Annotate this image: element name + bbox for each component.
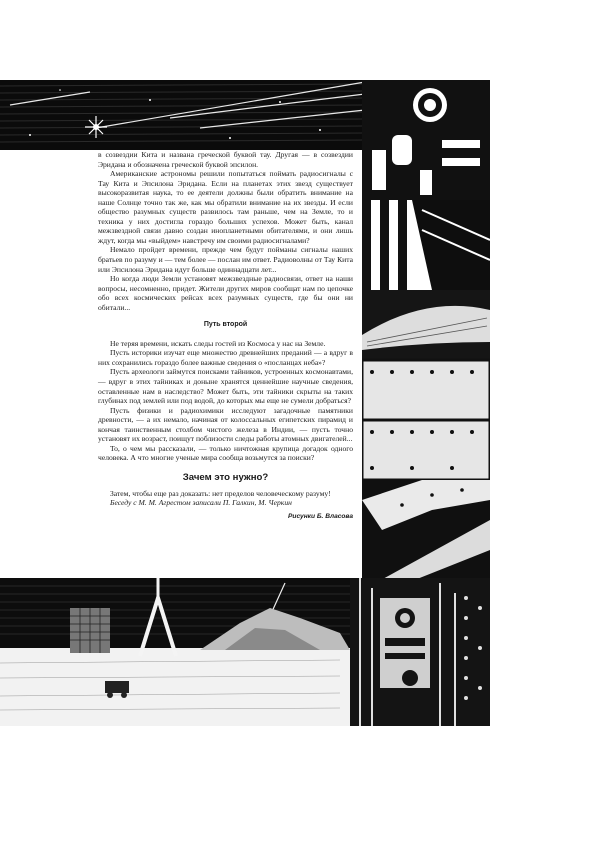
paragraph: Пусть историки изучат еще множество древнейших преданий — а вдруг в них сохранились гораздо более важные сведения о «посланцах неба»?: [98, 348, 353, 367]
paragraph: Не теряя времени, искать следы гостей из Космоса у нас на Земле.: [110, 338, 326, 348]
article-text: [98, 150, 353, 521]
closing-line: Затем, чтобы еще раз доказать: нет пределов человеческому разуму!: [110, 488, 331, 498]
launch-site-illustration: [0, 578, 490, 726]
subheading: Путь второй: [203, 321, 248, 329]
spaceship-hull-illustration: [362, 80, 490, 585]
paragraph: Американские астрономы решили попытаться поймать радиосигналы с Тау Кита и Эпсилона Эридана. Если на планетах этих звезд существует высокоразвитая наука, то ее деятели должны были обратить внимание на наше Солнце точно так же, как мы обратили внимание на их звезды. И если общество разумных существ развилось там раньше, чем на Земле, то и техника у них достигла гораздо больших успехов. Может быть, канал межзвездной связи давно создан инопланетными обитателями, и они лишь ждут, когда мы «выйдем» навстречу им своими радиосигналами?: [98, 169, 353, 245]
paragraph: Пусть археологи займутся поисками тайников, устроенных космонавтами, — вдруг в этих тайниках и доныне хранятся ценнейшие научные сведения, оставленные нам в наследство? Может быть, эти тайники скрыты на таких глубинах под землей или под водой, до которых мы еще не сумели добраться?: [98, 367, 353, 406]
paragraph: Пусть физики и радиохимики исследуют загадочные памятники древности, — а их немало, начиная от колоссальных египетских пирамид и кончая таинственным столбом чистого железа в Индии, — пусть точно установят их возраст, поищут поблизости следы работы атомных двигателей...: [98, 405, 353, 444]
top-illustration: [0, 80, 365, 150]
paragraph: в созвездии Кита и названа греческой буквой тау. Другая — в созвездии Эридана и обозначена греческой буквой эпсилон.: [98, 150, 353, 169]
paragraph: Но когда люди Земли установят межзвездные радиосвязи, ответ на наши вопросы, несомненно, придет. Жители других миров сообщат нам по цепочке обо всех космических рейсах всех разумных существ, где бы они ни обитали...: [98, 274, 353, 312]
illustration-credit: Рисунки Б. Власова: [288, 512, 353, 520]
paragraph: То, о чем мы рассказали, — только ничтожная крупица догадок одного человека. А что многие ученые мира сообща возьмутся за поиски?: [98, 443, 353, 463]
section-heading: Зачем это нужно?: [182, 471, 269, 483]
author-byline: Беседу с М. М. Агрестом записали П. Галкин, М. Черкин: [110, 498, 292, 508]
bottom-illustration: [0, 578, 490, 726]
paragraph: Немало пройдет времени, прежде чем будут пойманы сигналы наших братьев по разуму и — тем более — послан им ответ. Радиоволны от Тау Кита или Эпсилона Эридана идут больше одиннадцати лет...: [98, 245, 353, 274]
night-sky-illustration: [0, 80, 365, 150]
right-illustration: [362, 80, 490, 585]
